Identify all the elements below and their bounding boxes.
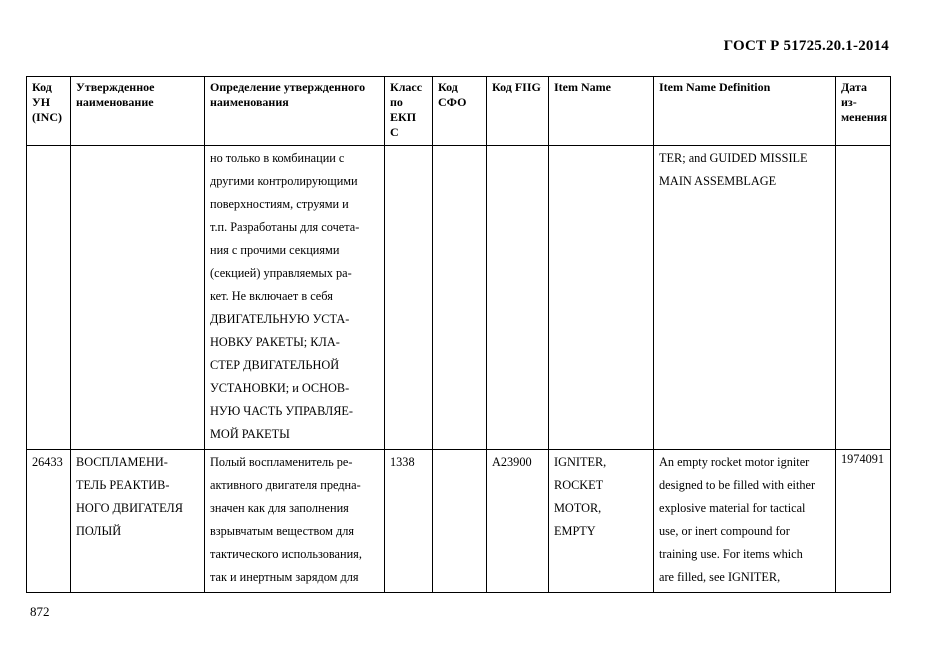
cell-approved-name — [71, 146, 205, 450]
column-header-class: Класс по ЕКП С — [385, 77, 433, 146]
cell-text-line: активного двигателя предна- — [210, 478, 361, 492]
cell-text-line: кет. Не включает в себя — [210, 289, 333, 303]
cell-text-line: (секцией) управляемых ра- — [210, 266, 352, 280]
cell-text-line: НОГО ДВИГАТЕЛЯ — [76, 501, 183, 515]
cell-inc — [27, 146, 71, 450]
cell-text-line: ДВИГАТЕЛЬНУЮ УСТА- — [210, 312, 350, 326]
table-header-row — [27, 77, 891, 146]
table-row — [27, 450, 891, 593]
cell-text-line: поверхностиям, струями и — [210, 197, 349, 211]
classification-table — [26, 76, 891, 593]
document-standard-code: ГОСТ Р 51725.20.1-2014 — [723, 38, 889, 54]
cell-date — [836, 146, 891, 450]
cell-text-line: An empty rocket motor igniter — [659, 455, 810, 469]
cell-text-line: УСТАНОВКИ; и ОСНОВ- — [210, 381, 350, 395]
cell-sfo — [433, 450, 487, 593]
column-header-inc: Код УН (INC) — [27, 77, 71, 146]
cell-text-line: значен как для заполнения — [210, 501, 349, 515]
column-header-sfo: Код СФО — [433, 77, 487, 146]
cell-text-line: тактического использования, — [210, 547, 362, 561]
cell-text-line: СТЕР ДВИГАТЕЛЬНОЙ — [210, 358, 340, 372]
column-header-fiig: Код FIIG — [487, 77, 549, 146]
cell-item-name — [549, 450, 654, 593]
cell-text-line: ТЕЛЬ РЕАКТИВ- — [76, 478, 170, 492]
cell-class: 1338 — [385, 450, 433, 593]
cell-text-line: но только в комбинации с — [210, 151, 345, 165]
cell-text-line: designed to be filled with either — [659, 478, 816, 492]
cell-text-line: ROCKET — [554, 478, 604, 492]
cell-item-definition — [654, 146, 836, 450]
cell-text-line: МОЙ РАКЕТЫ — [210, 427, 290, 441]
cell-text-line: TER; and GUIDED MISSILE — [659, 151, 808, 165]
page-number: 872 — [30, 604, 50, 619]
cell-text-line: т.п. Разработаны для сочета- — [210, 220, 360, 234]
cell-item-definition — [654, 450, 836, 593]
cell-text-line: explosive material for tactical — [659, 501, 806, 515]
cell-definition — [205, 450, 385, 593]
column-header-date: Дата из-менения — [836, 77, 891, 146]
cell-text-line: ВОСПЛАМЕНИ- — [76, 455, 168, 469]
column-header-approved-name: Утвержденное наименование — [71, 77, 205, 146]
cell-text-line: другими контролирующими — [210, 174, 358, 188]
column-header-item-name: Item Name — [549, 77, 654, 146]
cell-text-line: так и инертным зарядом для — [210, 570, 359, 584]
cell-text-line: Полый воспламенитель ре- — [210, 455, 353, 469]
cell-fiig: A23900 — [487, 450, 549, 593]
cell-text-line: ния с прочими секциями — [210, 243, 340, 257]
table-row — [27, 146, 891, 450]
cell-text-line: ПОЛЫЙ — [76, 524, 122, 538]
cell-definition — [205, 146, 385, 450]
cell-text-line: are filled, see IGNITER, — [659, 570, 781, 584]
cell-approved-name — [71, 450, 205, 593]
cell-text-line: MOTOR, — [554, 501, 602, 515]
column-header-definition: Определение утвержденного наименования — [205, 77, 385, 146]
cell-text-line: IGNITER, — [554, 455, 607, 469]
cell-item-name — [549, 146, 654, 450]
cell-text-line: НУЮ ЧАСТЬ УПРАВЛЯЕ- — [210, 404, 354, 418]
cell-text-line: MAIN ASSEMBLAGE — [659, 174, 777, 188]
cell-text-line: use, or inert compound for — [659, 524, 790, 538]
column-header-item-definition: Item Name Definition — [654, 77, 836, 146]
cell-text-line: взрывчатым веществом для — [210, 524, 355, 538]
cell-date: 1974091 — [836, 450, 891, 593]
cell-text-line: training use. For items which — [659, 547, 803, 561]
cell-class — [385, 146, 433, 450]
cell-inc: 26433 — [27, 450, 71, 593]
cell-sfo — [433, 146, 487, 450]
cell-fiig — [487, 146, 549, 450]
cell-text-line: НОВКУ РАКЕТЫ; КЛА- — [210, 335, 340, 349]
cell-text-line: EMPTY — [554, 524, 596, 538]
